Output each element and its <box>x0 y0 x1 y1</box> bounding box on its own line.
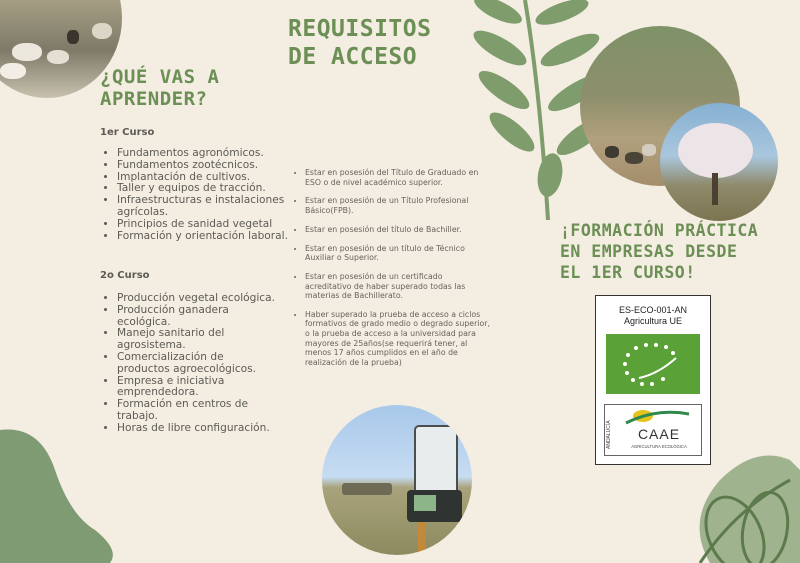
requirement-item: • Estar en posesión de un título de Técnico Auxiliar o Superior. <box>305 244 490 263</box>
cert-code: ES-ECO-001-AN <box>618 305 688 315</box>
eu-organic-leaf-logo <box>606 334 700 394</box>
course1-item: • Implantación de cultivos. <box>117 172 292 184</box>
course2-heading: 2o Curso <box>100 270 150 281</box>
caae-region: ANDALUCÍA <box>606 420 612 449</box>
caae-brand: CAAE <box>637 426 681 442</box>
caae-logo <box>604 404 702 456</box>
training-title-line1: ¡FORMACIÓN PRÁCTICA <box>560 221 759 240</box>
cert-label: Agricultura UE <box>623 316 683 326</box>
caae-swoosh-icon <box>621 408 691 426</box>
requirement-item: • Estar en posesión del Título de Graduado en ESO o de nivel académico superior. <box>305 168 490 187</box>
course1-item: • Taller y equipos de tracción. <box>117 183 292 195</box>
learn-title-line1: ¿QUÉ VAS A <box>100 66 220 88</box>
caae-brand-sub: AGRICULTURA ECOLÓGICA <box>631 444 687 449</box>
course2-list <box>100 293 277 435</box>
course2-item: • Formación en centros de trabajo. <box>117 399 277 423</box>
learn-title-line2: APRENDER? <box>100 88 208 110</box>
requirement-item: • Estar en posesión del título de Bachiller. <box>305 225 490 235</box>
course2-item: • Producción vegetal ecológica. <box>117 293 277 305</box>
course1-item: • Fundamentos zootécnicos. <box>117 160 292 172</box>
requirement-item: • Haber superado la prueba de acceso a ciclos formativos de grado medio o degrado superior, o la prueba de acceso a la universidad para mayores de 25años(se requerirá tener, al menos 17 años cumplidos en el año de realización de la prueba) <box>305 310 490 368</box>
requirements-list <box>288 168 490 377</box>
course1-item: • Fundamentos agronómicos. <box>117 148 292 160</box>
training-title <box>560 220 758 283</box>
requirement-item: • Estar en posesión de un certificado acreditativo de haber superado todas las materias de Bachillerato. <box>305 272 490 301</box>
course2-item: • Horas de libre configuración. <box>117 423 277 435</box>
learn-title <box>100 66 219 110</box>
eu-stars-icon <box>606 334 700 394</box>
course2-item: • Empresa e iniciativa emprendedora. <box>117 376 277 400</box>
cert-code-block <box>596 305 710 327</box>
course1-list <box>100 148 292 242</box>
course1-heading: 1er Curso <box>100 127 155 138</box>
course2-item: • Producción ganadera ecológica. <box>117 305 277 329</box>
almond-tree-photo <box>660 103 778 221</box>
course1-item: • Principios de sanidad vegetal <box>117 219 292 231</box>
surveying-instrument-photo <box>322 405 472 555</box>
course2-item: • Manejo sanitario del agrosistema. <box>117 328 277 352</box>
requirements-title-line2: DE ACCESO <box>288 44 418 70</box>
course2-item: • Comercialización de productos agroecológicos. <box>117 352 277 376</box>
course1-item: • Infraestructuras e instalaciones agrícolas. <box>117 195 292 219</box>
requirements-title-line1: REQUISITOS <box>288 16 432 42</box>
requirement-item: • Estar en posesión de un Título Profesional Básico(FPB). <box>305 196 490 215</box>
training-title-line2: EN EMPRESAS DESDE <box>560 242 738 261</box>
requirements-title <box>288 15 431 71</box>
training-title-line3: EL 1ER CURSO! <box>560 263 696 282</box>
organic-certification-badge <box>595 295 711 465</box>
course1-item: • Formación y orientación laboral. <box>117 231 292 243</box>
